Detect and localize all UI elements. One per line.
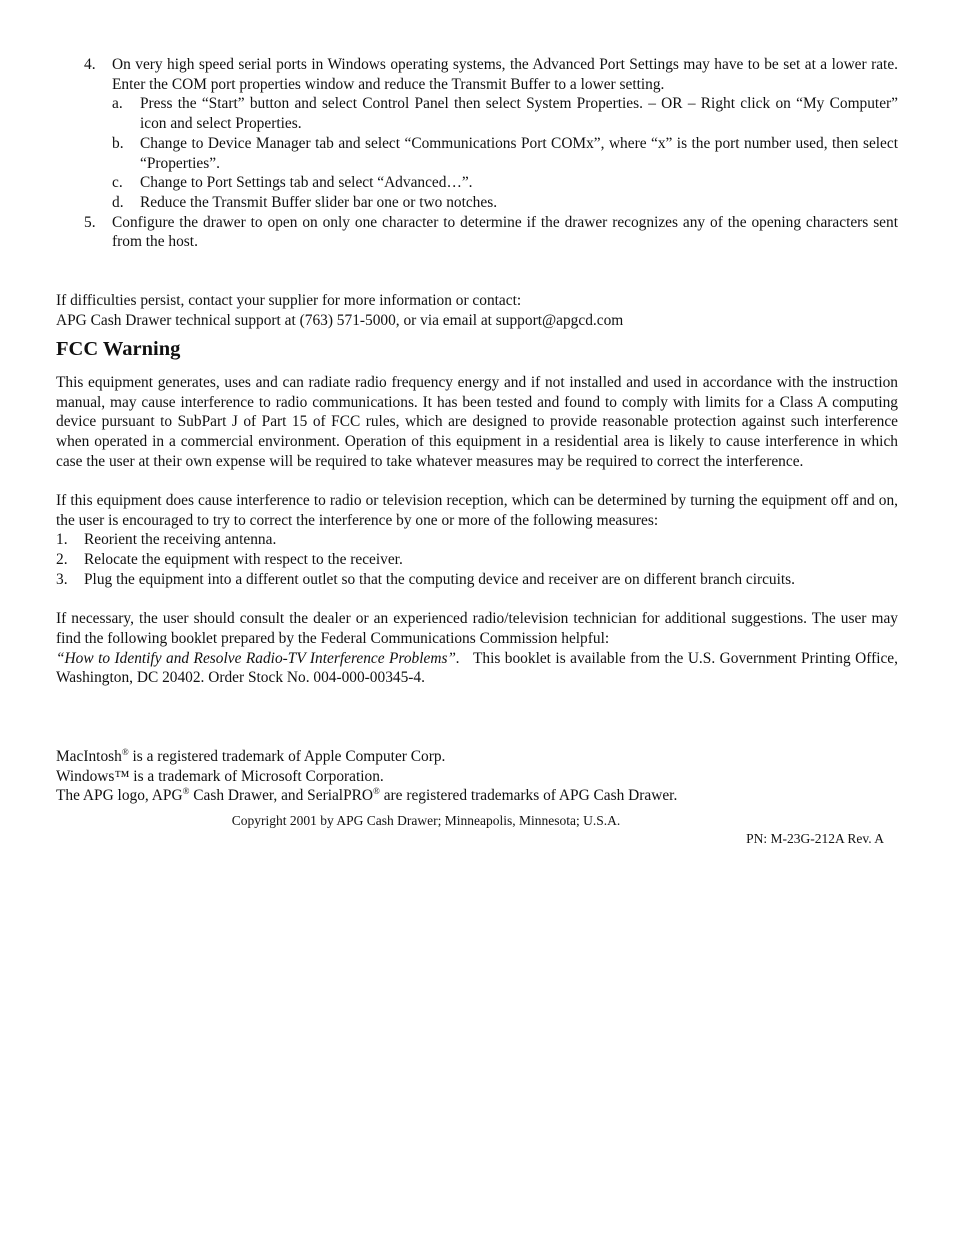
step-5-text: Configure the drawer to open on only one character to determine if the drawer recognizes any of the opening characters sent from the host. [112,213,898,251]
substep-c-text: Change to Port Settings tab and select “Advanced…”. [140,174,473,192]
trademark-macintosh-text: is a registered trademark of Apple Computer Corp. [128,748,446,766]
trademark-apg-part-1: The APG logo, APG [56,787,183,805]
measure-2-text: Relocate the equipment with respect to the receiver. [84,551,403,569]
fcc-paragraph-3 [56,609,898,688]
copyright-text: Copyright 2001 by APG Cash Drawer; Minneapolis, Minnesota; U.S.A. [231,813,621,829]
copyright-notice [56,812,898,830]
measure-1 [56,530,898,550]
registered-mark: ® [373,786,380,797]
step-4-marker: 4. [84,56,96,73]
substep-d-text: Reduce the Transmit Buffer slider bar one or two notches. [140,193,498,211]
measure-3-marker: 3. [56,570,68,588]
trademark-macintosh-name: MacIntosh [56,748,122,766]
substep-b-text: Change to Device Manager tab and select “Communications Port COMx”, where “x” is the port number used, then select “Properties”. [140,134,898,172]
booklet-availability: This booklet is available from the U.S. Government Printing Office, Washington, DC 20402. Order Stock No. 004-000-00345-4. [56,649,898,687]
booklet-title: “How to Identify and Resolve Radio-TV Interference Problems”. [56,649,460,667]
substep-d-marker: d. [112,193,124,211]
trademark-apg-part-2: Cash Drawer, and SerialPRO [189,787,374,805]
substep-a [112,94,898,133]
step-4-text: On very high speed serial ports in Windows operating systems, the Advanced Port Settings may have to be set at a lower rate. Enter the COM port properties window and reduce the Transmit Buffer to a lower setting. [112,56,898,93]
contact-line-1: If difficulties persist, contact your supplier for more information or contact: [56,292,522,310]
trademark-windows: Windows™ is a trademark of Microsoft Corporation. [56,767,384,785]
substep-c-marker: c. [112,174,123,192]
trademark-macintosh [56,747,898,767]
document-page [56,55,898,848]
substep-c [112,173,898,193]
measure-2 [56,550,898,570]
fcc-warning-heading: FCC Warning [56,337,181,360]
step-4-substeps [112,94,898,212]
substep-a-marker: a. [112,95,123,113]
substep-d [112,193,898,213]
substep-a-text: Press the “Start” button and select Control Panel then select System Properties. – OR – Right click on “My Computer” icon and select Properties. [140,95,898,133]
step-5-marker: 5. [84,213,96,231]
step-4 [56,55,898,213]
registered-mark: ® [182,786,190,797]
registered-mark: ® [121,747,129,758]
part-number: PN: M-23G-212A Rev. A [746,831,884,847]
fcc-paragraph-1: This equipment generates, uses and can radiate radio frequency energy and if not installed and used in accordance with the instruction manual, may cause interference to radio communications. It has been tested and found to comply with limits for a Class A computing device pursuant to SubPart J of Part 15 of FCC rules, which are designed to provide reasonable protection against such interference when operated in a commercial environment. Operation of this equipment in a residential area is likely to cause interference in which case the user at their own expense will be required to take whatever measures may be required to correct the interference. [56,373,898,470]
contact-line-2: APG Cash Drawer technical support at (763) 571-5000, or via email at support@apgcd.com [56,312,624,330]
substep-b [112,134,898,173]
fcc-paragraph-3-text: If necessary, the user should consult the dealer or an experienced radio/television technician for additional suggestions. The user may find the following booklet prepared by the Federal Communications Commission helpful: [56,610,898,647]
measure-3-text: Plug the equipment into a different outlet so that the computing device and receiver are on different branch circuits. [84,570,796,588]
measure-1-text: Reorient the receiving antenna. [84,531,277,549]
step-5 [56,213,898,252]
troubleshooting-steps [56,55,898,252]
measure-2-marker: 2. [56,551,68,569]
substep-b-marker: b. [112,134,124,152]
measure-3 [56,570,898,590]
trademark-apg-part-3: are registered trademarks of APG Cash Drawer. [379,787,678,805]
measure-1-marker: 1. [56,531,68,549]
fcc-paragraph-2: If this equipment does cause interference to radio or television reception, which can be determined by turning the equipment off and on, the user is encouraged to try to correct the interference by one or more of the following measures: [56,492,898,529]
trademark-apg [56,786,898,806]
fcc-measures-list [56,530,898,589]
